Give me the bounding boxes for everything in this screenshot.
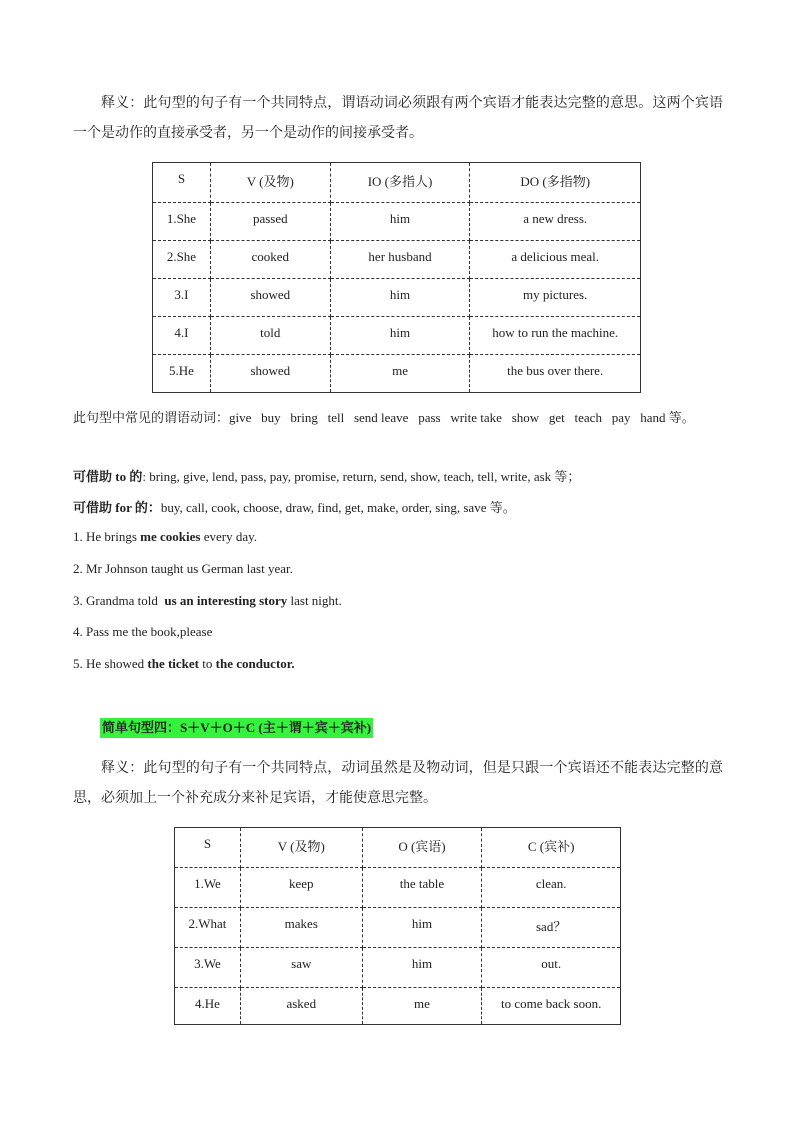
example-bold: me cookies (140, 529, 201, 544)
table-header-row (175, 828, 621, 868)
example-text: every day. (200, 529, 258, 544)
table-cell: a new dress. (470, 203, 641, 241)
example-bold: the ticket (147, 656, 200, 671)
header-io: IO (多指人) (330, 163, 470, 203)
table-row (175, 908, 621, 948)
intro-paragraph-2: 释义：此句型的句子有一个共同特点，动词虽然是及物动词，但是只跟一个宾语还不能表达完整的意思，必须加上一个补充成分来补足宾语，才能使意思完整。 (73, 761, 723, 806)
example-sentence-4: 4. Pass me the book,please (73, 624, 213, 639)
table-cell: me (330, 355, 470, 393)
table-row (153, 241, 641, 279)
table-cell: sad？ (482, 908, 621, 948)
example-sentence-2: 2. Mr Johnson taught us German last year. (73, 561, 293, 576)
table-cell: him (362, 908, 482, 948)
table-row (175, 988, 621, 1025)
table-cell: 2.What (175, 908, 241, 948)
header-do: DO (多指物) (470, 163, 641, 203)
example-text: last night. (287, 593, 342, 608)
table-cell: saw (240, 948, 362, 988)
table-cell: to come back soon. (482, 988, 621, 1025)
section-heading-svoc: 简单句型四：S＋V＋O＋C (主＋谓＋宾＋宾补) (100, 718, 373, 738)
table-svoc (174, 827, 621, 1025)
common-verbs-suffix: 等。 (665, 410, 695, 425)
table-cell: the table (362, 868, 482, 908)
table-row (175, 948, 621, 988)
example-sentence-1 (73, 529, 723, 545)
example-text: 3. Grandma told (73, 593, 165, 608)
common-verbs-line (73, 402, 723, 433)
example-text: 5. He showed (73, 656, 148, 671)
table-cell: cooked (210, 241, 330, 279)
table-cell: him (362, 948, 482, 988)
for-verbs-list: buy, call, cook, choose, draw, find, get, make, order, sing, save 等。 (160, 500, 516, 515)
table-cell: my pictures. (470, 279, 641, 317)
table-row (153, 279, 641, 317)
table-cell: passed (210, 203, 330, 241)
table-cell: her husband (330, 241, 470, 279)
for-verbs-line (73, 497, 723, 516)
common-verbs-label: 此句型中常见的谓语动词： (73, 410, 230, 425)
table-cell: him (330, 203, 470, 241)
table-cell: 3.I (153, 279, 211, 317)
for-verbs-label: 可借助 for 的： (73, 500, 161, 515)
table-cell: 4.I (153, 317, 211, 355)
table-cell: him (330, 317, 470, 355)
table-header-row (153, 163, 641, 203)
table-cell: 1.She (153, 203, 211, 241)
header-v: V (及物) (210, 163, 330, 203)
table-cell: how to run the machine. (470, 317, 641, 355)
table-cell: makes (240, 908, 362, 948)
table-row (175, 868, 621, 908)
header-v: V (及物) (240, 828, 362, 868)
table-cell: me (362, 988, 482, 1025)
table-cell: showed (210, 355, 330, 393)
table-cell: clean. (482, 868, 621, 908)
example-bold: us an interesting story (164, 593, 288, 608)
to-verbs-list: : bring, give, lend, pass, pay, promise, return, send, show, teach, tell, write, ask 等； (142, 469, 581, 484)
table-row (153, 317, 641, 355)
table-row (153, 355, 641, 393)
intro-paragraph-1: 释义：此句型的句子有一个共同特点，谓语动词必须跟有两个宾语才能表达完整的意思。这两个宾语一个是动作的直接承受者，另一个是动作的间接承受者。 (73, 96, 723, 141)
header-s: S (153, 163, 211, 203)
table-cell: told (210, 317, 330, 355)
example-bold: the conductor. (215, 656, 295, 671)
table-cell: asked (240, 988, 362, 1025)
table-row (153, 203, 641, 241)
to-verbs-label: 可借助 to 的 (73, 469, 143, 484)
example-sentence-3 (73, 593, 723, 609)
table-cell: him (330, 279, 470, 317)
example-sentence-5 (73, 656, 723, 672)
example-text: 1. He brings (73, 529, 141, 544)
header-o: O (宾语) (362, 828, 482, 868)
header-c: C (宾补) (482, 828, 621, 868)
common-verbs-list: give buy bring tell send leave pass write take show get teach pay hand (229, 410, 666, 425)
table-cell: keep (240, 868, 362, 908)
table-cell: 5.He (153, 355, 211, 393)
table-cell: 2.She (153, 241, 211, 279)
table-cell: out. (482, 948, 621, 988)
table-cell: 1.We (175, 868, 241, 908)
table-cell: 4.He (175, 988, 241, 1025)
table-cell: a delicious meal. (470, 241, 641, 279)
table-cell: 3.We (175, 948, 241, 988)
table-cell: showed (210, 279, 330, 317)
table-cell: the bus over there. (470, 355, 641, 393)
header-s: S (175, 828, 241, 868)
table-svoo (152, 162, 641, 393)
example-text: to (199, 656, 216, 671)
to-verbs-line (73, 466, 723, 485)
